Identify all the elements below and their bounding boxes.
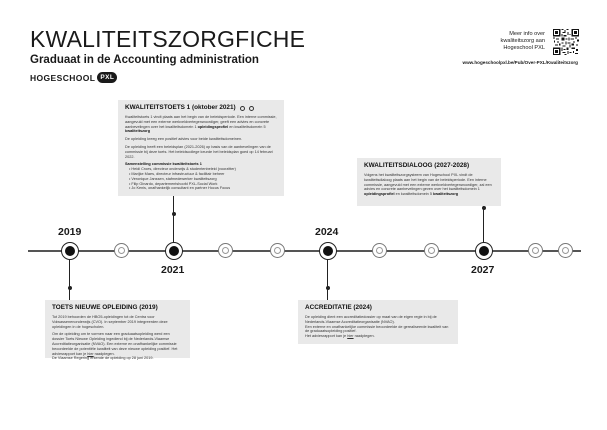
timeline-axis — [28, 250, 581, 252]
commission-list — [125, 167, 277, 191]
card-paragraph: De opleiding heeft een beleidsplan (2021-2026) op basis van de aanbevelingen van de commissie bij deze toets. Het beleidscollege keurde het beleidsplan goed op 14 februari 2022. — [125, 144, 273, 159]
card-paragraph: Kwaliteitstoets 1 vindt plaats aan het begin van de beleidsperiode. Een interne commissie, aangevuld met een externe werkveldvertegenwoordiger, geeft een advies en concrete aanbevelingen over het kwaliteitsdomein 1 opleidingsprofiel en kwaliteitsdomein 5 kwaliteitszorg — [125, 115, 277, 134]
timeline-node — [270, 243, 285, 258]
logo-badge: PXL — [97, 72, 117, 83]
card-title: TOETS NIEUWE OPLEIDING (2019) — [52, 304, 158, 311]
timeline-node-2021 — [165, 242, 183, 260]
person-icon — [249, 106, 254, 111]
timeline-node — [424, 243, 439, 258]
list-item: • Veronique Janssen, stafmedewerker kwaliteitszorg — [129, 177, 277, 182]
card-paragraph: De opleiding kreeg een positief advies voor beide kwaliteitsdomeinen. — [125, 137, 243, 142]
year-label-2019: 2019 — [58, 226, 82, 238]
timeline-node — [114, 243, 129, 258]
person-icon — [240, 106, 245, 111]
list-item: • Heidi Croes, directeur onderwijs & studentenbeleid (voorzitter) — [129, 167, 277, 172]
info-line-2: kwaliteitszorg aan — [500, 38, 545, 45]
connector-2019 — [69, 258, 70, 300]
info-line-3: Hogeschool PXL — [503, 45, 545, 52]
card-paragraph: De opleiding dient een accreditatiedossier op maat van de eigen regie in bij de Nederlands-Vlaamse Accreditatieorganisatie (NVAO). Een externe en onafhankelijke commissie beoordeelde de gerealiseerde kwaliteit van de graduaatsopleiding positief. Het adviesrapport kan je hier raadplegen. — [305, 315, 449, 339]
card-paragraph: Tot 2019 behoorden de HBO5-opleidingen tot de Centra voor Volwassenenonderwijs (CVO). In september 2019 integreerden deze opleidingen in de hogescholen. — [52, 315, 168, 329]
hogeschool-pxl-logo — [30, 72, 117, 83]
connector-2027 — [483, 206, 484, 244]
card-title: KWALITEITSDIALOOG (2027-2028) — [364, 162, 470, 169]
logo-text: HOGESCHOOL — [30, 72, 96, 83]
connector-2024 — [327, 258, 328, 300]
year-label-2021: 2021 — [161, 264, 185, 276]
timeline-node — [218, 243, 233, 258]
card-kwaliteitstoets-1 — [118, 100, 284, 196]
card-accreditatie — [298, 300, 458, 344]
card-toets-nieuwe-opleiding — [45, 300, 190, 361]
list-item: • Filip Ginardo, departementshoofd PXL-Social Work — [129, 182, 277, 187]
info-url-link[interactable]: www.hogeschoolpxl.be/Pub/Over-PXL/Kwaliteitszorg — [462, 60, 578, 65]
year-label-2024: 2024 — [315, 226, 339, 238]
list-item: • Jo Kenis, onafhankelijk consultant en partner Hocus Focus — [129, 186, 277, 191]
qr-code-icon[interactable] — [553, 29, 579, 55]
report-link[interactable]: hier — [87, 351, 94, 356]
timeline-node-2019 — [61, 242, 79, 260]
page-subtitle: Graduaat in de Accounting administration — [30, 54, 259, 66]
year-label-2027: 2027 — [471, 264, 495, 276]
card-title: ACCREDITATIE (2024) — [305, 304, 372, 311]
timeline-node-2027 — [475, 242, 493, 260]
card-paragraph: Om de opleiding om te vormen naar een graduaatsopleiding werd een dossier Toets Nieuwe Opleiding ingediend bij de Nederlands-Vlaamse Accreditatieorganisatie (NVAO). Een externe en onafhankelijke commissie beoordeelde de potentiële kwaliteit van deze nieuwe opleiding positief. Het adviesrapport kan je hier raadplegen. De Vlaamse Regering erkende de opleiding op 28 juni 2019. — [52, 332, 178, 361]
card-kwaliteitsdialoog — [357, 158, 501, 206]
timeline-node — [372, 243, 387, 258]
connector-2021 — [173, 196, 174, 244]
timeline-node-2024 — [319, 242, 337, 260]
timeline-node — [558, 243, 573, 258]
page-title: KWALITEITSZORGFICHE — [30, 26, 306, 52]
info-line-1: Meer info over — [509, 31, 545, 37]
commission-heading: Samenstelling commissie kwaliteitstoets 1 — [125, 162, 202, 167]
card-title-row — [125, 104, 277, 112]
timeline-node — [528, 243, 543, 258]
more-info-text — [435, 31, 545, 53]
card-paragraph: Volgens het kwaliteitszorgsysteem van Hogeschool PXL vindt de kwaliteitsdialoog plaats aan het begin van de beleidsperiode. Een interne commissie, aangevuld met een externe werkveldvertegenwoordiger, zal een advies en concrete aanbevelingen geven over het kwaliteitsdomein 1 opleidingsprofiel en kwaliteitsdomein 5 kwaliteitszorg — [364, 173, 492, 197]
list-item: • Marijke Maes, directeur infrastructuur & facilitair beheer — [129, 172, 277, 177]
report-link[interactable]: hier — [347, 334, 354, 339]
card-title: KWALITEITSTOETS 1 (oktober 2021) — [125, 104, 236, 111]
